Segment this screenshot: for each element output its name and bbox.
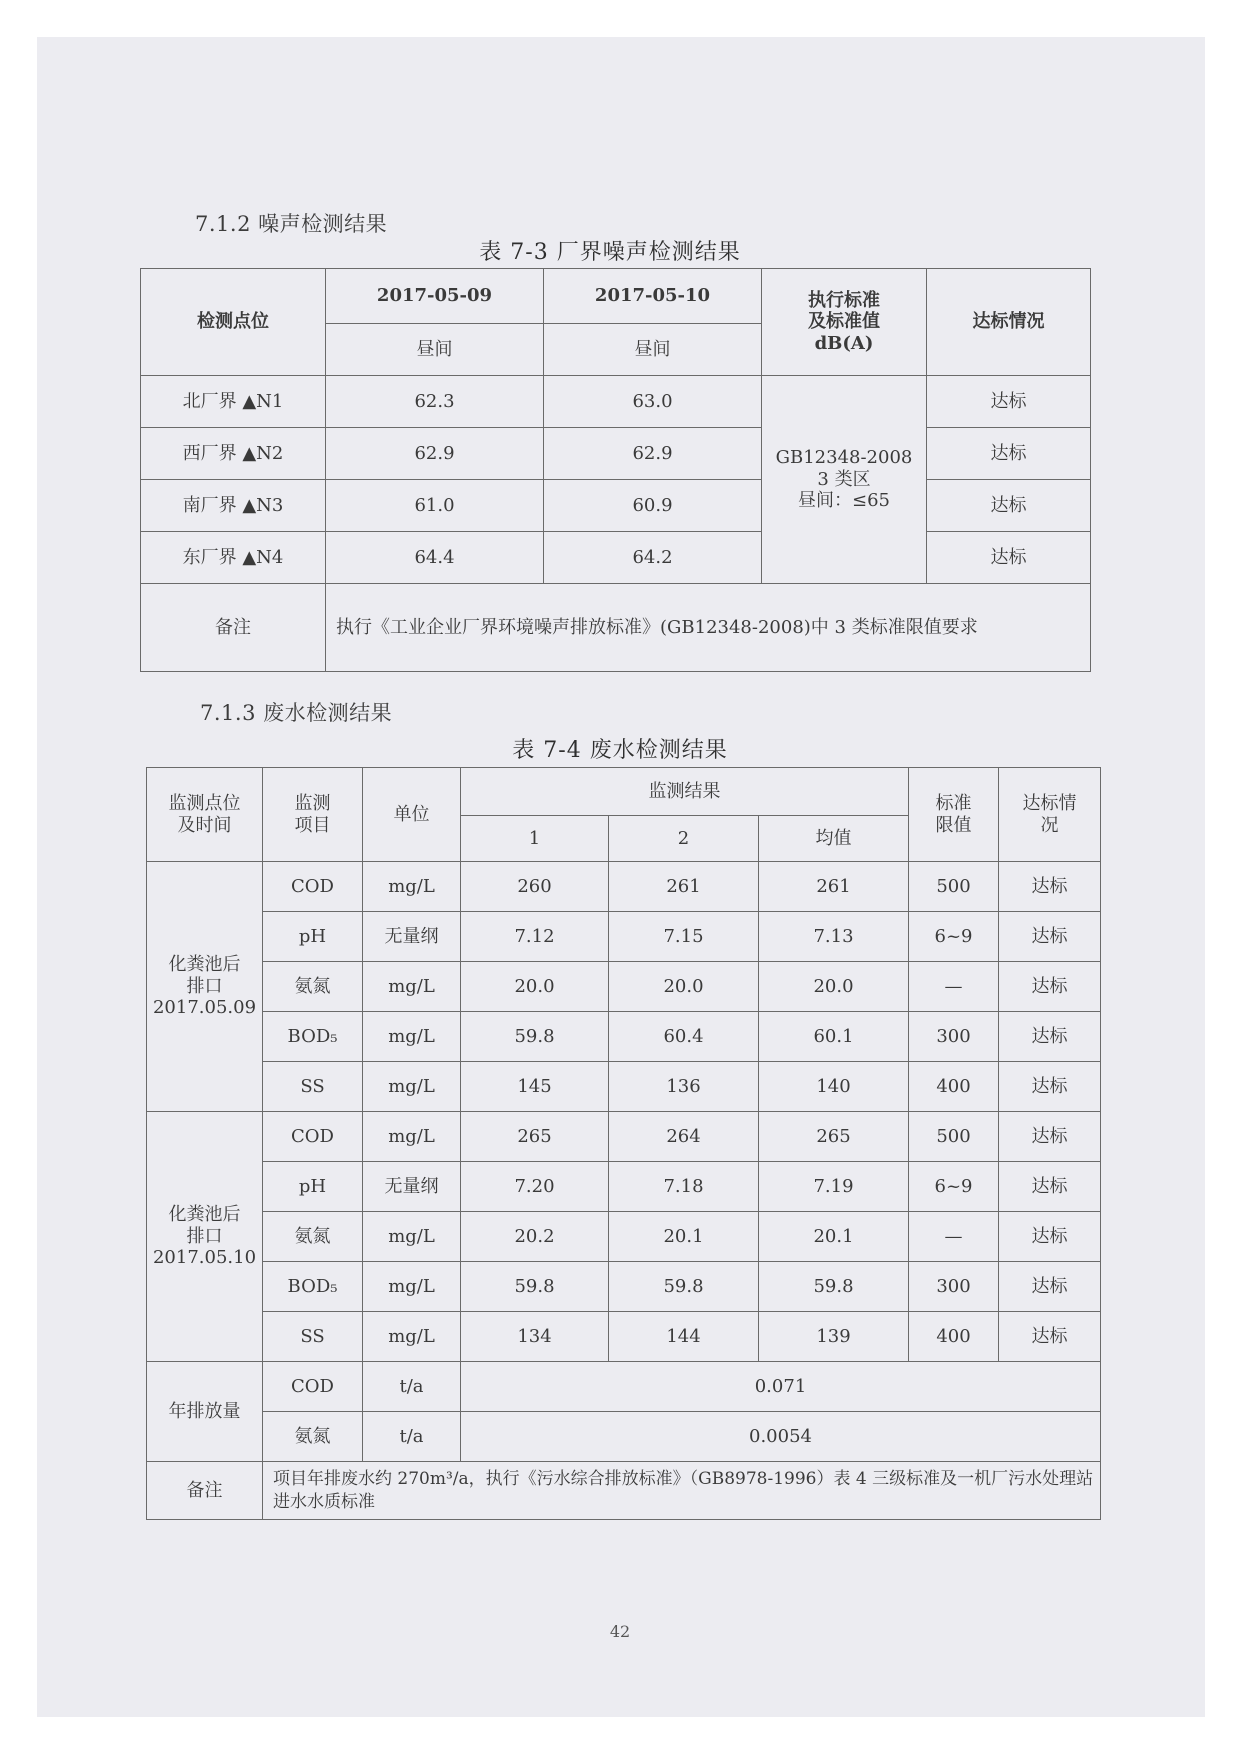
water-header-r2: 2 bbox=[609, 816, 759, 862]
noise-table-title: 表 7-3 厂界噪声检测结果 bbox=[479, 240, 741, 265]
water-r1: 134 bbox=[461, 1312, 609, 1362]
noise-point-n1: 北厂界 ▲N1 bbox=[141, 376, 326, 428]
water-limit: 500 bbox=[909, 1112, 999, 1162]
annual-value: 0.071 bbox=[461, 1362, 1101, 1412]
water-r1: 59.8 bbox=[461, 1012, 609, 1062]
water-remark-label: 备注 bbox=[147, 1462, 263, 1520]
water-limit: 6~9 bbox=[909, 1162, 999, 1212]
water-header-avg: 均值 bbox=[759, 816, 909, 862]
annual-unit: t/a bbox=[363, 1362, 461, 1412]
water-r1: 59.8 bbox=[461, 1262, 609, 1312]
water-header-limit: 标准 限值 bbox=[909, 768, 999, 862]
page-number: 42 bbox=[609, 1622, 631, 1641]
noise-value: 62.9 bbox=[326, 428, 544, 480]
water-status: 达标 bbox=[999, 1112, 1101, 1162]
water-limit: 300 bbox=[909, 1262, 999, 1312]
water-avg: 20.1 bbox=[759, 1212, 909, 1262]
water-item: 氨氮 bbox=[263, 1212, 363, 1262]
water-avg: 60.1 bbox=[759, 1012, 909, 1062]
water-r2: 144 bbox=[609, 1312, 759, 1362]
noise-value: 63.0 bbox=[544, 376, 762, 428]
water-item: BOD₅ bbox=[263, 1262, 363, 1312]
noise-point-n3: 南厂界 ▲N3 bbox=[141, 480, 326, 532]
water-unit: mg/L bbox=[363, 862, 461, 912]
water-r1: 20.0 bbox=[461, 962, 609, 1012]
water-unit: mg/L bbox=[363, 962, 461, 1012]
noise-value: 62.9 bbox=[544, 428, 762, 480]
water-r2: 20.1 bbox=[609, 1212, 759, 1262]
water-status: 达标 bbox=[999, 962, 1101, 1012]
noise-header-period1: 昼间 bbox=[326, 324, 544, 376]
water-limit: 300 bbox=[909, 1012, 999, 1062]
water-r2: 7.15 bbox=[609, 912, 759, 962]
water-avg: 265 bbox=[759, 1112, 909, 1162]
water-status: 达标 bbox=[999, 862, 1101, 912]
water-header-unit: 单位 bbox=[363, 768, 461, 862]
wastewater-results-table bbox=[146, 767, 1101, 1520]
noise-remark-text: 执行《工业企业厂界环境噪声排放标准》(GB12348-2008)中 3 类标准限值要求 bbox=[326, 584, 1091, 672]
water-r1: 260 bbox=[461, 862, 609, 912]
noise-header-compliance: 达标情况 bbox=[927, 269, 1091, 376]
noise-value: 64.4 bbox=[326, 532, 544, 584]
water-limit: 500 bbox=[909, 862, 999, 912]
noise-header-period2: 昼间 bbox=[544, 324, 762, 376]
water-unit: mg/L bbox=[363, 1212, 461, 1262]
water-header-r1: 1 bbox=[461, 816, 609, 862]
water-header-compliance: 达标情 况 bbox=[999, 768, 1101, 862]
water-r2: 60.4 bbox=[609, 1012, 759, 1062]
water-limit: — bbox=[909, 1212, 999, 1262]
water-table-title: 表 7-4 废水检测结果 bbox=[512, 738, 728, 763]
water-item: BOD₅ bbox=[263, 1012, 363, 1062]
water-status: 达标 bbox=[999, 912, 1101, 962]
water-header-item: 监测 项目 bbox=[263, 768, 363, 862]
annual-emission-label: 年排放量 bbox=[147, 1362, 263, 1462]
water-limit: — bbox=[909, 962, 999, 1012]
noise-point-n4: 东厂界 ▲N4 bbox=[141, 532, 326, 584]
water-section-heading: 7.1.3 废水检测结果 bbox=[200, 701, 393, 725]
water-item: 氨氮 bbox=[263, 962, 363, 1012]
water-r1: 265 bbox=[461, 1112, 609, 1162]
noise-status: 达标 bbox=[927, 480, 1091, 532]
noise-value: 61.0 bbox=[326, 480, 544, 532]
noise-value: 64.2 bbox=[544, 532, 762, 584]
water-avg: 139 bbox=[759, 1312, 909, 1362]
water-limit: 400 bbox=[909, 1312, 999, 1362]
noise-point-n2: 西厂界 ▲N2 bbox=[141, 428, 326, 480]
water-r2: 264 bbox=[609, 1112, 759, 1162]
noise-standard-value: GB12348-2008 3 类区 昼间：≤65 bbox=[762, 376, 927, 584]
water-group-label: 化粪池后 排口 2017.05.09 bbox=[147, 862, 263, 1112]
water-r1: 20.2 bbox=[461, 1212, 609, 1262]
annual-unit: t/a bbox=[363, 1412, 461, 1462]
water-item: SS bbox=[263, 1062, 363, 1112]
noise-header-date2: 2017-05-10 bbox=[544, 269, 762, 324]
noise-remark-label: 备注 bbox=[141, 584, 326, 672]
water-item: pH bbox=[263, 1162, 363, 1212]
water-r1: 145 bbox=[461, 1062, 609, 1112]
water-avg: 7.19 bbox=[759, 1162, 909, 1212]
water-avg: 59.8 bbox=[759, 1262, 909, 1312]
water-unit: mg/L bbox=[363, 1012, 461, 1062]
water-r2: 59.8 bbox=[609, 1262, 759, 1312]
water-r1: 7.12 bbox=[461, 912, 609, 962]
noise-results-table bbox=[140, 268, 1091, 672]
noise-header-point: 检测点位 bbox=[141, 269, 326, 376]
water-avg: 140 bbox=[759, 1062, 909, 1112]
water-avg: 261 bbox=[759, 862, 909, 912]
noise-status: 达标 bbox=[927, 376, 1091, 428]
water-unit: mg/L bbox=[363, 1062, 461, 1112]
water-status: 达标 bbox=[999, 1212, 1101, 1262]
water-r1: 7.20 bbox=[461, 1162, 609, 1212]
water-limit: 6~9 bbox=[909, 912, 999, 962]
water-status: 达标 bbox=[999, 1262, 1101, 1312]
water-remark-text: 项目年排废水约 270m³/a，执行《污水综合排放标准》（GB8978-1996）表 4 三级标准及一机厂污水处理站进水水质标准 bbox=[263, 1462, 1101, 1520]
noise-value: 62.3 bbox=[326, 376, 544, 428]
water-r2: 7.18 bbox=[609, 1162, 759, 1212]
water-unit: 无量纲 bbox=[363, 912, 461, 962]
water-status: 达标 bbox=[999, 1062, 1101, 1112]
water-r2: 261 bbox=[609, 862, 759, 912]
water-header-results: 监测结果 bbox=[461, 768, 909, 816]
water-unit: 无量纲 bbox=[363, 1162, 461, 1212]
water-r2: 136 bbox=[609, 1062, 759, 1112]
noise-status: 达标 bbox=[927, 532, 1091, 584]
water-status: 达标 bbox=[999, 1312, 1101, 1362]
annual-item: 氨氮 bbox=[263, 1412, 363, 1462]
water-limit: 400 bbox=[909, 1062, 999, 1112]
noise-header-standard: 执行标准 及标准值 dB(A) bbox=[762, 269, 927, 376]
water-unit: mg/L bbox=[363, 1112, 461, 1162]
annual-value: 0.0054 bbox=[461, 1412, 1101, 1462]
water-avg: 7.13 bbox=[759, 912, 909, 962]
noise-status: 达标 bbox=[927, 428, 1091, 480]
water-item: COD bbox=[263, 862, 363, 912]
noise-value: 60.9 bbox=[544, 480, 762, 532]
water-item: pH bbox=[263, 912, 363, 962]
water-avg: 20.0 bbox=[759, 962, 909, 1012]
water-r2: 20.0 bbox=[609, 962, 759, 1012]
water-group-label: 化粪池后 排口 2017.05.10 bbox=[147, 1112, 263, 1362]
water-header-point-time: 监测点位 及时间 bbox=[147, 768, 263, 862]
water-status: 达标 bbox=[999, 1012, 1101, 1062]
water-status: 达标 bbox=[999, 1162, 1101, 1212]
noise-section-heading: 7.1.2 噪声检测结果 bbox=[195, 212, 388, 236]
water-item: COD bbox=[263, 1112, 363, 1162]
annual-item: COD bbox=[263, 1362, 363, 1412]
water-unit: mg/L bbox=[363, 1262, 461, 1312]
noise-header-date1: 2017-05-09 bbox=[326, 269, 544, 324]
water-item: SS bbox=[263, 1312, 363, 1362]
water-unit: mg/L bbox=[363, 1312, 461, 1362]
